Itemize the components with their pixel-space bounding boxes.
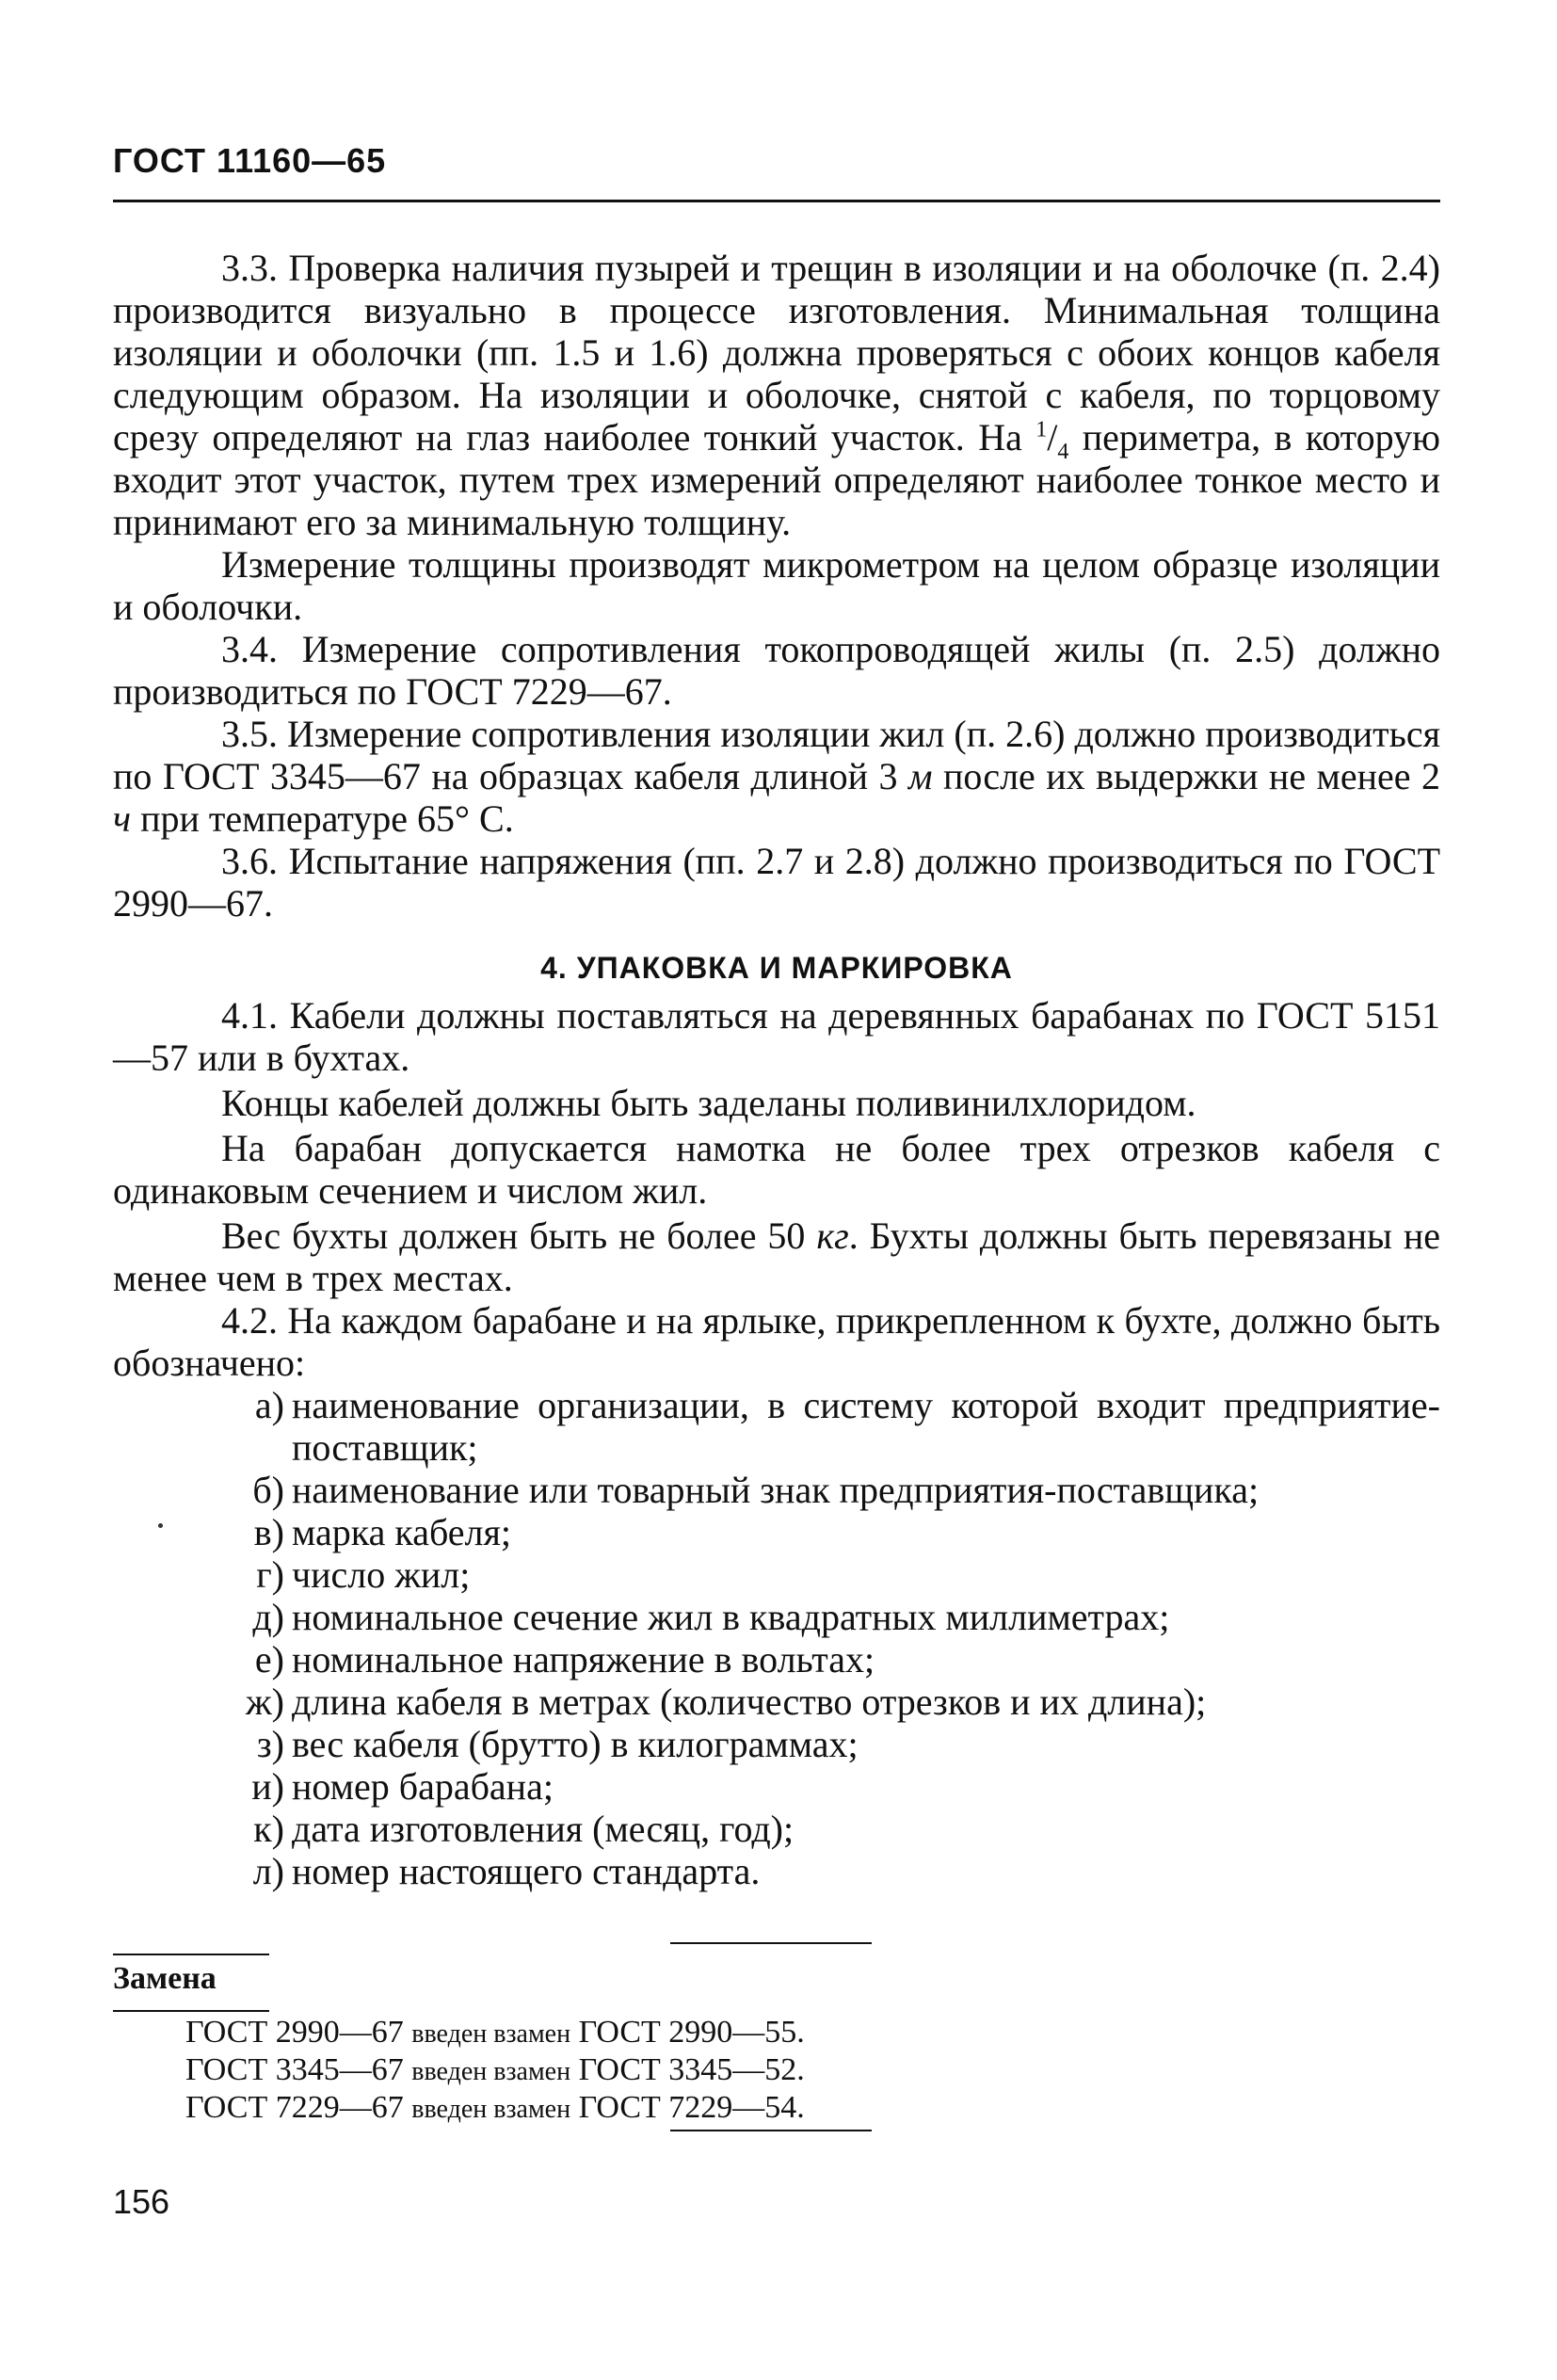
clause-3-6: 3.6. Испытание напряжения (пп. 2.7 и 2.8) должно производиться по ГОСТ 2990—67. — [113, 840, 1440, 925]
clause-3-3 — [113, 247, 1440, 543]
list-item — [226, 1511, 1440, 1553]
list-item — [226, 1596, 1440, 1638]
footnote-line — [185, 2052, 805, 2090]
page-number: 156 — [113, 2182, 170, 2221]
clause-3-3-measurement: Измерение толщины производят микрометром на целом образце изоляции и оболочки. — [113, 543, 1440, 628]
list-marker: б) — [252, 1469, 284, 1511]
list-item — [226, 1638, 1440, 1680]
footnote-title-rule-top — [113, 1954, 269, 1955]
print-speck — [158, 1523, 163, 1528]
fraction-numerator: 1 — [1035, 417, 1048, 442]
fraction-separator: / — [1047, 416, 1058, 458]
unit-hour: ч — [113, 797, 132, 840]
clause-3-5-text-a: 3.5. Измерение сопротивления изоляции жил (п. 2.6) должно производиться по ГОСТ 3345—67 на образцах кабеля длиной 3 — [113, 713, 1440, 797]
clause-4-1-drum-winding: На барабан допускается намотка не более трех отрезков кабеля с одинаковым сечением и числом жил. — [113, 1127, 1440, 1212]
clause-3-4: 3.4. Измерение сопротивления токопроводящей жилы (п. 2.5) должно производиться по ГОСТ 7229—67. — [113, 628, 1440, 713]
clause-4-1-cable-ends: Концы кабелей должны быть заделаны поливинилхлоридом. — [221, 1082, 1196, 1124]
list-item — [226, 1469, 1440, 1511]
new-standard: ГОСТ 7229—67 — [185, 2090, 404, 2125]
list-item — [226, 1680, 1440, 1723]
list-marker: а) — [254, 1384, 284, 1426]
list-item-text: номер барабана; — [292, 1765, 554, 1808]
list-item-text: наименование организации, в систему которой входит предприятие-поставщик; — [292, 1384, 1440, 1469]
footnote-title-rule-bottom — [113, 2010, 269, 2012]
new-standard: ГОСТ 2990—67 — [185, 2015, 404, 2050]
clause-4-1: 4.1. Кабели должны поставляться на деревянных барабанах по ГОСТ 5151—57 или в бухтах. — [113, 994, 1440, 1079]
list-item-text: дата изготовления (месяц, год); — [292, 1808, 795, 1850]
fraction-denominator: 4 — [1057, 440, 1069, 464]
replacement-phrase: введен взамен — [411, 2057, 571, 2086]
clause-3-5-text-b: после их выдержки не менее 2 — [932, 755, 1440, 797]
list-item-text: номер настоящего стандарта. — [292, 1850, 761, 1892]
list-item-text: наименование или товарный знак предприятия-поставщика; — [292, 1469, 1260, 1511]
list-marker: к) — [253, 1808, 284, 1850]
unit-kilogram: кг — [816, 1214, 849, 1257]
coil-weight-text-a: Вес бухты должен быть не более 50 — [221, 1214, 817, 1257]
unit-meter: м — [907, 755, 933, 797]
list-item-text: номинальное сечение жил в квадратных миллиметрах; — [292, 1596, 1170, 1638]
old-standard: ГОСТ 7229—54. — [578, 2090, 805, 2125]
footnote-rule-bottom — [670, 2130, 872, 2131]
clause-3-3-text-b: периметра, в которую входит этот участок, путем трех измерений определяют наиболее тонкое место и принимают его за минимальную толщину. — [113, 416, 1440, 543]
replacement-phrase: введен взамен — [411, 2019, 571, 2049]
old-standard: ГОСТ 3345—52. — [578, 2052, 805, 2087]
list-item-text: номинальное напряжение в вольтах; — [292, 1638, 875, 1680]
clause-3-5 — [113, 713, 1440, 840]
list-item-text: длина кабеля в метрах (количество отрезков и их длина); — [292, 1680, 1207, 1723]
document-body — [113, 247, 1440, 1892]
section-heading-4: 4. УПАКОВКА И МАРКИРОВКА — [540, 951, 1013, 985]
list-item-text: марка кабеля; — [292, 1511, 512, 1553]
list-item — [226, 1765, 1440, 1808]
list-marker: и) — [251, 1765, 284, 1808]
list-item — [226, 1850, 1440, 1892]
list-item — [226, 1723, 1440, 1765]
list-item — [226, 1553, 1440, 1596]
clause-3-3-text-a: 3.3. Проверка наличия пузырей и трещин в изоляции и на оболочке (п. 2.4) производится визуально в процессе изготовления. Минимальная толщина изоляции и оболочки (пп. 1.5 и 1.6) должна проверяться с обоих концов кабеля следующим образом. На изоляции и оболочке, снятой с кабеля, по торцовому срезу определяют на глаз наиболее тонкий участок. На — [113, 247, 1440, 458]
list-marker: г) — [256, 1553, 284, 1596]
clause-3-5-text-c: при температуре 65° С. — [131, 797, 514, 840]
replacement-phrase: введен взамен — [411, 2095, 571, 2124]
marking-list — [113, 1384, 1440, 1892]
running-title: ГОСТ 11160—65 — [113, 141, 387, 180]
old-standard: ГОСТ 2990—55. — [578, 2015, 805, 2050]
footnote-line — [185, 2015, 805, 2052]
coil-weight-text-b: . Бухты должны быть перевязаны не менее чем в трех местах. — [113, 1214, 1441, 1299]
list-marker: з) — [256, 1723, 284, 1765]
footnote-line — [185, 2090, 805, 2128]
list-marker: ж) — [246, 1680, 284, 1723]
new-standard: ГОСТ 3345—67 — [185, 2052, 404, 2087]
footnote-title: Замена — [113, 1961, 217, 1996]
list-marker: л) — [252, 1850, 284, 1892]
clause-4-2: 4.2. На каждом барабане и на ярлыке, прикрепленном к бухте, должно быть обозначено: — [113, 1299, 1440, 1384]
footnote-rule-top — [670, 1942, 872, 1944]
list-item — [226, 1808, 1440, 1850]
list-item — [226, 1384, 1440, 1469]
list-marker: д) — [252, 1596, 284, 1638]
footnote-lines — [185, 2015, 805, 2128]
clause-4-1-coil-weight — [113, 1214, 1440, 1299]
list-item-text: вес кабеля (брутто) в килограммах; — [292, 1723, 859, 1765]
header-rule — [113, 200, 1440, 202]
list-marker: в) — [253, 1511, 284, 1553]
list-marker: е) — [254, 1638, 284, 1680]
list-item-text: число жил; — [292, 1553, 471, 1596]
